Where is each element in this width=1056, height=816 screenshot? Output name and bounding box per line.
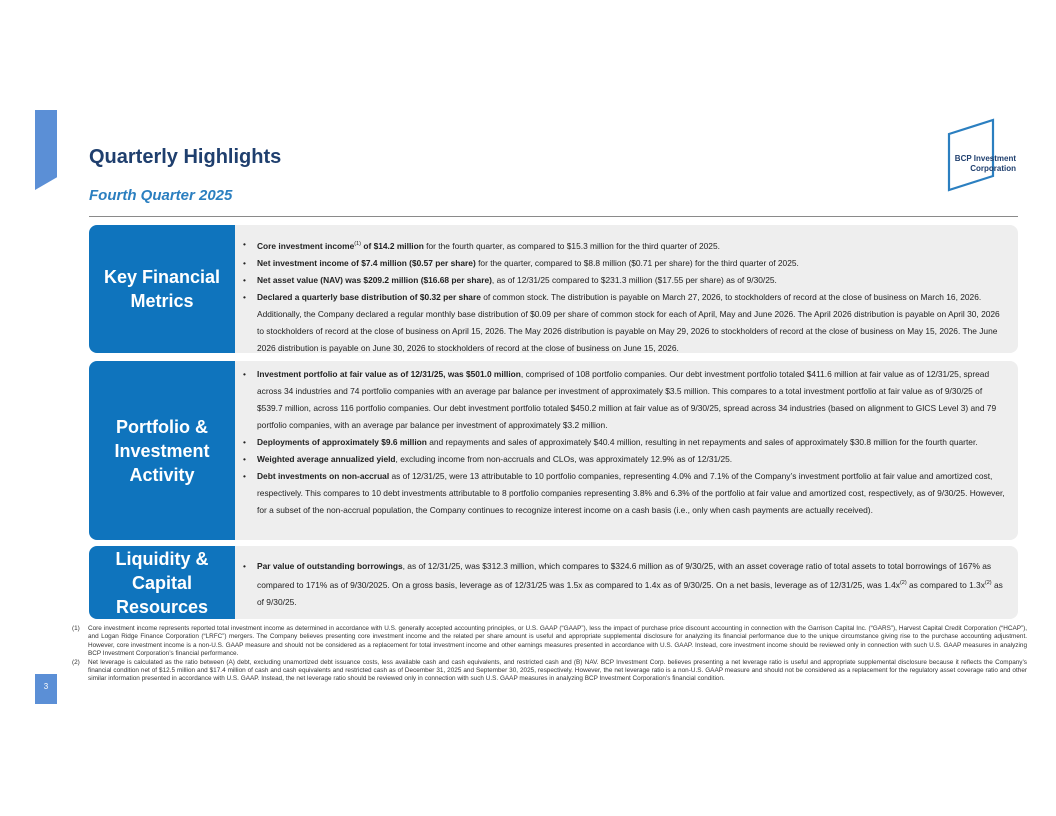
page-subtitle: Fourth Quarter 2025 [89,187,233,204]
logo-text [945,154,1016,174]
key-metrics-bullet: • Core investment income$^{(1)}$ of $14.2 million for the fourth quarter, as compared to $15.3 million for the third quarter of 2025. [243,236,1006,255]
logo-line1: BCP Investment [954,154,1016,163]
key-metrics-bullet: • Net investment income of $7.4 million ($0.57 per share) for the quarter, compared to $8.8 million ($0.71 per share) for the third quarter of 2025. [243,255,1006,272]
liquidity-bullet: • Par value of outstanding borrowings, as of 12/31/25, was $312.3 million, which compares to $324.6 million as of 9/30/25, with an asset coverage ratio of total assets to total borrowings of 167% as compared to 171% as of 9/30/2025. On a gross basis, leverage as of 12/31/25 was 1.5x as compared to 1.4x as of 9/30/25. On a net basis, leverage as of 12/31/25, was $1.4x^{(2)}$ as compared to $1.3x^{(2)}$ as of 9/30/25. [243,558,1006,611]
key-metrics-label [89,225,235,353]
portfolio-bullet: • Investment portfolio at fair value as of 12/31/25, was $501.0 million, comprised of 108 portfolio companies. Our debt investment portfolio totaled $411.6 million at fair value as of 12/31/25, spread across 34 industries and 74 portfolio companies with an average par balance per investment of approximately $3.5 million. This compares to a total investment portfolio at fair value as of 9/30/25 of $539.7 million, across 116 portfolio companies. Our debt investment portfolio totaled $450.2 million at fair value as of 9/30/25, spread across 34 industries (based on alignment to GICS Level 3) and 79 portfolio companies, with an average par balance per investment of approximately $3.2 million. [243,366,1006,434]
key-metrics-label-line2: Metrics [130,291,194,311]
portfolio-label [89,361,235,540]
key-metrics-content [235,225,1018,353]
liquidity-label-line3: Resources [115,596,209,617]
footnotes [72,625,1027,684]
liquidity-label-line2: Capital [131,572,192,593]
key-metrics-label-line1: Key Financial [103,267,221,287]
portfolio-label-line3: Activity [129,464,195,485]
footnote-2: (2) Net leverage is calculated as the ratio between (A) debt, excluding unamortized debt issuance costs, less available cash and cash equivalents, and restricted cash and (B) NAV. BCP Investment Corp. believes presenting a net leverage ratio is useful and appropriate supplemental disclosure because it reflects the Company’s financial condition net of $12.5 million and $17.4 million of cash and cash equivalents and restricted cash as of December 31, 2025 and September 30, 2025, respectively. However, the net leverage ratio is a non-U.S. GAAP measure and should not be considered as a replacement for the regulatory asset coverage ratio and other similar information presented in accordance with U.S. GAAP. Instead, the net leverage ratio should be reviewed only in connection with such U.S. GAAP measures in analyzing BCP Investment Corporation’s financial condition. [72,658,1027,683]
portfolio-bullet: • Deployments of approximately $9.6 million and repayments and sales of approximately $40.4 million, resulting in net repayments and sales of approximately $30.8 million for the fourth quarter. [243,434,1006,451]
company-logo [945,118,1020,213]
key-metrics-bullet: • Declared a quarterly base distribution of $0.32 per share of common stock. The distribution is payable on March 27, 2026, to stockholders of record at the close of business on March 16, 2026. Additionally, the Company declared a regular monthly base distribution of $0.09 per share of common stock for each of April, May and June 2026. The April 2026 distribution is payable on April 30, 2026 to stockholders of record at the close of business on April 15, 2026. The May 2026 distribution is payable on May 29, 2026 to stockholders of record at the close of business on May 15, 2026. The June 2026 distribution is payable on June 30, 2026 to stockholders of record at the close of business on June 15, 2026. [243,289,1006,357]
portfolio-label-line1: Portfolio & [116,416,208,437]
liquidity-content [235,546,1018,619]
portfolio-content [235,361,1018,540]
page-number: 3 [43,682,49,691]
header-divider [89,216,1018,217]
page-title: Quarterly Highlights [89,146,282,168]
accent-bar [35,110,57,190]
portfolio-bullet: • Weighted average annualized yield, excluding income from non-accruals and CLOs, was approximately 12.9% as of 12/31/25. [243,451,1006,468]
liquidity-label [89,546,235,619]
portfolio-bullet: • Debt investments on non-accrual as of 12/31/25, were 13 attributable to 10 portfolio companies, representing 4.0% and 7.1% of the Company’s investment portfolio at fair value and amortized cost, respectively. This compares to 10 debt investments attributable to 8 portfolio companies representing 3.8% and 6.3% of the portfolio at fair value and amortized cost, respectively, as of 9/30/25. However, for a subset of the non-accrual population, the Company continues to recognize interest income on a cash basis (i.e., only when cash payments are actually received). [243,468,1006,519]
logo-line2: Corporation [970,164,1016,173]
footnote-1: (1) Core investment income represents reported total investment income as determined in accordance with U.S. generally accepted accounting principles, or U.S. GAAP (“GAAP”), less the impact of purchase price discount accounting in connection with the Garrison Capital Inc. (“GARS”), Harvest Capital Credit Corporation (“HCAP”), and Logan Ridge Finance Corporation (“LRFC”) mergers. The Company believes presenting core investment income and the related per share amount is useful and appropriate supplemental disclosure for analyzing its financial performance due to the unique circumstance giving rise to the purchase accounting adjustment. However, core investment income is a non-U.S. GAAP measure and should not be considered as a replacement for total investment income and other earnings measures presented in accordance with U.S. GAAP. Instead, core investment income should be reviewed only in connection with such U.S. GAAP measures in analyzing BCP Investment Corporation’s financial performance. [72,625,1027,658]
key-metrics-bullet: • Net asset value (NAV) was $209.2 million ($16.68 per share), as of 12/31/25 compared to $231.3 million ($17.55 per share) as of 9/30/25. [243,272,1006,289]
portfolio-label-line2: Investment [114,440,210,461]
liquidity-label-line1: Liquidity & [115,548,209,569]
